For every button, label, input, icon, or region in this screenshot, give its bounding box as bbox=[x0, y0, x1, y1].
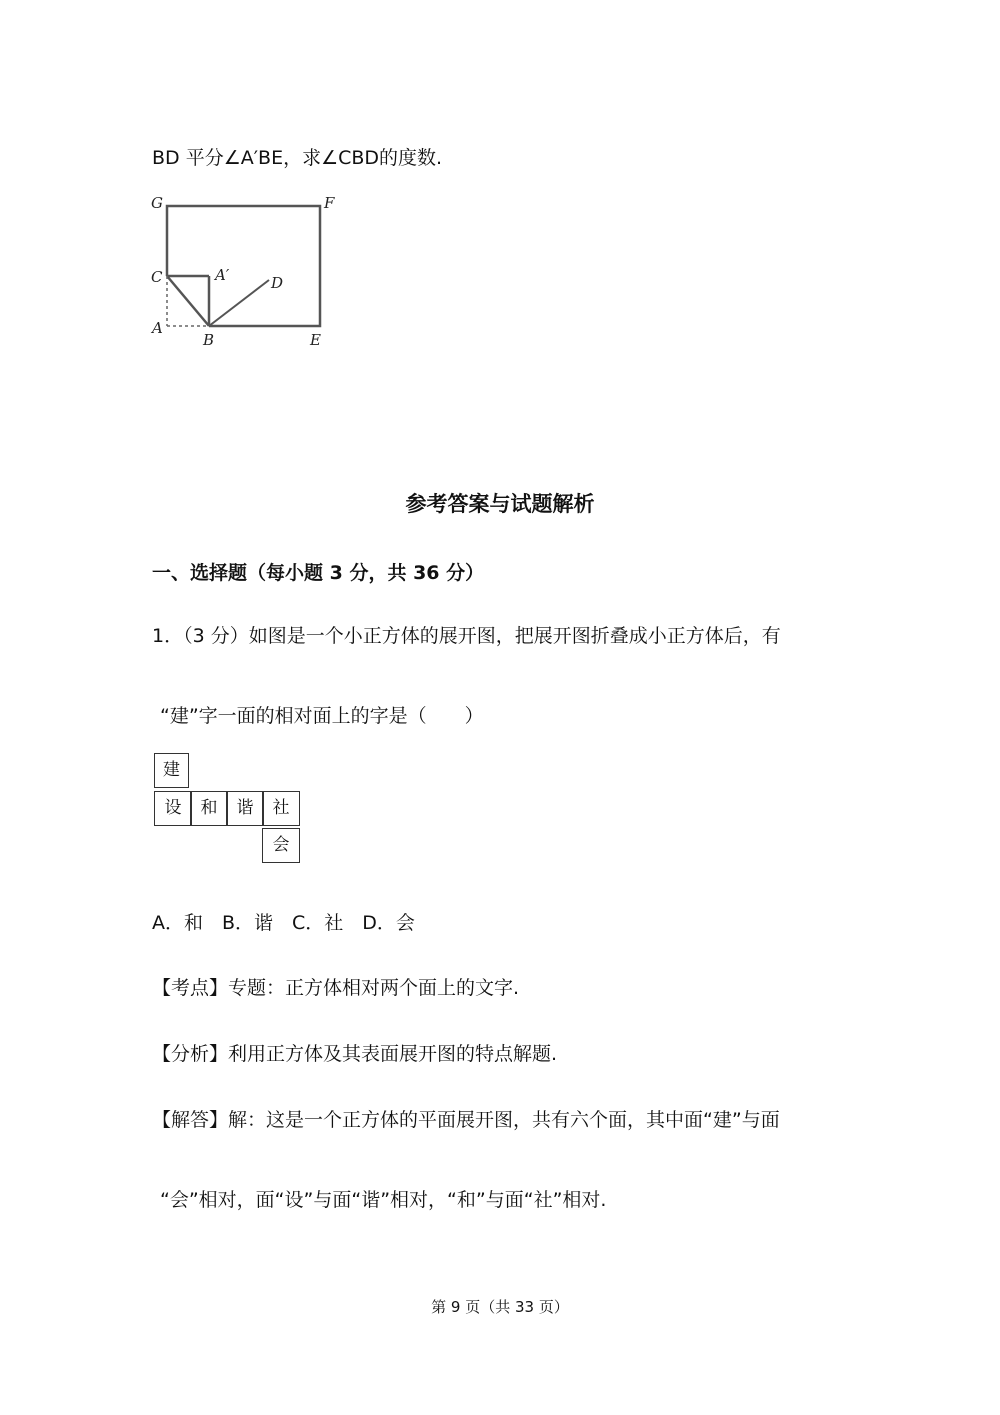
jieda-line2: “会”相对，面“设”与面“谐”相对，“和”与面“社”相对. bbox=[160, 1189, 607, 1211]
question-1-line1: 1．（3 分）如图是一个小正方体的展开图，把展开图折叠成小正方体后，有 bbox=[152, 625, 781, 647]
question-1-line2: “建”字一面的相对面上的字是（ ） bbox=[160, 705, 484, 727]
cube-net bbox=[154, 753, 304, 868]
fold-diagram bbox=[145, 188, 355, 353]
answer-title: 参考答案与试题解析 bbox=[405, 492, 595, 516]
label-G: G bbox=[151, 194, 163, 212]
net-face-he: 和 bbox=[190, 791, 228, 826]
label-D: D bbox=[271, 274, 284, 292]
segment-BD bbox=[209, 280, 269, 326]
answer-options: A．和 B．谐 C．社 D．会 bbox=[152, 912, 415, 934]
net-face-hui: 会 bbox=[262, 828, 300, 863]
page-footer: 第 9 页（共 33 页） bbox=[431, 1298, 569, 1316]
kaodian-text: 【考点】专题：正方体相对两个面上的文字. bbox=[152, 977, 520, 999]
label-E: E bbox=[310, 331, 321, 349]
net-face-xie: 谐 bbox=[226, 791, 264, 826]
net-face-she-design: 设 bbox=[154, 791, 192, 826]
net-face-she-society: 社 bbox=[262, 791, 300, 826]
section-heading: 一、选择题（每小题 3 分，共 36 分） bbox=[152, 562, 485, 584]
rect-outline bbox=[167, 206, 320, 326]
fold-line-CB bbox=[167, 276, 209, 326]
problem-text: BD 平分∠A′BE，求∠CBD的度数. bbox=[152, 147, 443, 169]
label-A-prime: A′ bbox=[215, 266, 230, 284]
label-A: A bbox=[152, 319, 163, 337]
fenxi-text: 【分析】利用正方体及其表面展开图的特点解题. bbox=[152, 1043, 558, 1065]
label-F: F bbox=[324, 194, 335, 212]
jieda-line1: 【解答】解：这是一个正方体的平面展开图，共有六个面，其中面“建”与面 bbox=[152, 1109, 780, 1131]
label-B: B bbox=[203, 331, 215, 349]
label-C: C bbox=[151, 268, 163, 286]
net-face-jian: 建 bbox=[154, 753, 189, 788]
